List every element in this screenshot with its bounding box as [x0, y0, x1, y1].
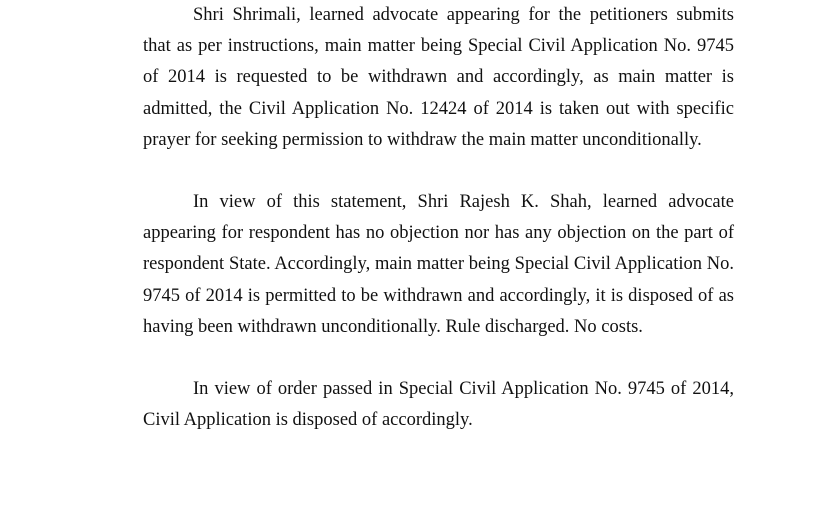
- order-text: [143, 0, 734, 436]
- paragraph-withdrawal-request: Shri Shrimali, learned advocate appearing for the petitioners submits that as per instructions, main matter being Special Civil Application No. 9745 of 2014 is requested to be withdrawn and accordingly, as main matter is admitted, the Civil Application No. 12424 of 2014 is taken out with specific prayer for seeking permission to withdraw the main matter unconditionally.: [143, 5, 734, 150]
- paragraph-civil-application-disposal: In view of order passed in Special Civil Application No. 9745 of 2014, Civil Application is disposed of accordingly.: [143, 379, 734, 431]
- paragraph-respondent-statement: In view of this statement, Shri Rajesh K. Shah, learned advocate appearing for respondent has no objection nor has any objection on the part of respondent State. Accordingly, main matter being Special Civil Application No. 9745 of 2014 is permitted to be withdrawn and accordingly, it is disposed of as having been withdrawn unconditionally. Rule discharged. No costs.: [143, 192, 734, 337]
